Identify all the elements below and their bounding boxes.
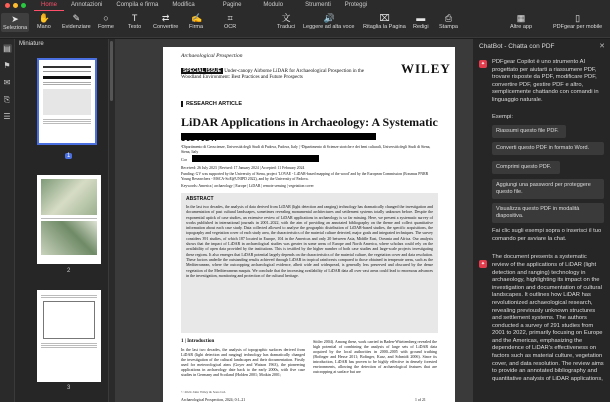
hand-tool-button[interactable]: ✋ Mano [37,13,51,30]
speaker-icon: 🔊 [323,13,335,23]
intro-left-column: In the last two decades, the analysis of topographic surfaces derived from LiDAR (light detection and ranging) technology has dramatically changed the investigation of the cultural landscapes and their documentation. Firstly used for meteorological aims (Goyer and Watson 1963), the pioneering applications in archaeology date back to the early 2000s, with five case studies in Germany and Scotland (Holden 2001; Motkin 2001; [181,347,305,377]
convert-icon: ⇄ [161,13,170,23]
abstract-box [181,193,438,333]
highlighter-icon: ✎ [72,13,81,23]
tab-modulo[interactable]: Modulo [263,2,284,8]
redacted-authors [181,133,376,140]
attachment-icon[interactable]: ⎘ [3,95,11,104]
toolbar [0,11,610,38]
tab-pagine[interactable]: Pagine [222,2,242,8]
document-viewer [115,39,472,402]
copilot-avatar: ✦ [480,61,486,67]
pdf-page [163,47,455,402]
article-type: RESEARCH ARTICLE [181,101,242,107]
chat-title: ChatBot - Chatta con PDF [479,43,555,50]
abstract-text: In the last two decades, the analysis of data derived from LiDAR (light detection and ranging) technology has dramatically changed the investigation and documentation of past cultural landscapes, sometimes revealing monumental architectures and settlement systems totally unknown before. Despite the exponential uptick of case studies, an extensive review of LiDAR applications in archaeology is so far missing. Here, we present a systematic survey of works published in international journals in 2001–2022, with the aim of providing an annotated bibliography on the theme and collect quantitative information about each case study. Data collected allowed to analyse the geographic distribution of LiDAR-based studies, the specific acquisitions, the topography and vegetation cover of each study area, the characteristics of the material culture detected, major goals and integrated techniques. The survey considers 391 studies, of which 187 located in Europe, 104 in the Americas and only 20 between Asia, Middle East, Oceania and Africa. Our analysis shows that the impact of LiDAR in archaeological studies was greater in some areas of Europe and North America, where scholars could rely on the availability of open data provided by the institutions. This is testified by the higher number of both case studies and large-scale projects investigating these regions. It also emerges that LiDAR potential largely depends on the characteristics of the material culture, the vegetation cover and data resolution. These factors underlie the outstanding results achieved through LiDAR in tropical rainforests compared to those obtained in temperate areas, such as the Mediterranean, where the outcropping archaeological evidence, albeit wide and widespread, is generally less preserved and obscured by the dense vegetation of the Mediterranean maquis. We conclude that the increasing availability of LiDAR data all over vast areas could lead to enormous advances in the investigation, monitoring and protection of the cultural heritage. [186,204,433,278]
redact-icon: ▬ [416,13,426,23]
tab-modifica[interactable]: Modifica [172,2,195,8]
correspondence: Cor [181,157,187,162]
example-password[interactable]: Aggiungi una password per proteggere questo file. [492,179,604,199]
layers-icon[interactable]: ☰ [3,112,11,121]
tab-proteggi[interactable]: Proteggi [344,2,368,8]
funding-note: Funding: GV was supported by the University of Siena, project 'LOVAE - LiDAR-based mapping of the wood' and by the European Commission (Erasmus PNRR Young Researchers - MSCA-SoE@UNIPD 2022), and by the University of Padova. [181,172,429,181]
chat-reply: The document presents a systematic review of the applications of LiDAR (light detection and ranging) technology in archaeology, highlighting its impact on the investigation and documentation of cultural landscapes. It outlines how LiDAR has revolutionized archaeological research, revealing previously unknown structures and settlement systems. The authors conducted a survey of 291 studies from 2001 to 2022, primarily focusing on Europe and the Americas, emphasizing the dependence of LiDAR's effectiveness on factors such as material culture, vegetation cover, and data resolution. The review aims to provide an annotated bibliography and quantitative analysis of LiDAR applications, [492,254,604,382]
thumbnails-title: Miniature [19,41,44,47]
printer-icon: ⎙ [444,13,453,23]
more-apps-button[interactable]: ▦ Altre app [510,13,533,30]
comments-icon[interactable]: ✉ [3,78,11,87]
text-tool-button[interactable]: T Testo [128,13,142,30]
examples-label: Esempi: [492,113,513,120]
affiliations: ¹Dipartimento di Geoscienze, Università degli Studi di Padova, Padova, Italy | ²Dipartimento di Scienze storiche e dei beni culturali, Università degli Studi di Siena, Siena, Italy [181,145,431,154]
thumbnails-panel-icon[interactable]: ▤ [3,44,11,53]
minimize-window-button[interactable] [13,3,18,8]
crop-page-button[interactable]: ⌧ Ritaglia la Pagina [363,13,406,30]
special-issue-badge: SPECIAL ISSUE [183,68,221,74]
tab-home[interactable]: Home [34,0,64,11]
copyright-footer: © 2024 John Wiley & Sons Ltd. [181,390,227,394]
ocr-icon: ⌗ [227,13,233,23]
redacted-correspondence [192,155,319,162]
thumbnails-panel [15,39,109,402]
print-button[interactable]: ⎙ Stampa [439,13,458,30]
tab-strumenti[interactable]: Strumenti [305,2,331,8]
page-number-2: 2 [67,268,71,274]
example-summarize[interactable]: Riassumi questo file PDF. [492,125,566,138]
intro-right-column: Sittler 2004). Among these, work carried in Baden-Württemberg revealed the high potential of combining the analysis of large sets of LiDAR data acquired by the local authorities in 2000–2005 with ground truthing (Bofinger and Hesse 2011; Bofinger, Kurz, and Schmidt 2006). Since its introduction, LiDAR has proven to be highly effective in densely forested environments, allowing the detection of archaeological features that are outcropping at surface but are [313,339,437,374]
example-compress[interactable]: Comprimi questo PDF. [492,161,560,174]
mobile-icon: ▯ [575,13,581,23]
abstract-title: ABSTRACT [186,196,214,202]
text-icon: T [131,13,138,23]
chat-intro: PDFgear Copilot è uno strumento AI progettato per aiutarti a riassumere PDF, trovare risposte da PDF, modificare PDF, convertire PDF, gestire PDF e altro, semplicemente chattando con comandi in linguaggio naturale. [492,59,599,103]
example-convert-word[interactable]: Converti questo PDF in formato Word. [492,142,604,155]
window-controls [5,3,26,8]
sign-button[interactable]: ✍ Firma [189,13,204,30]
grid-icon: ▦ [516,13,526,23]
keywords: Keywords: America | archaeology | Europe | LiDAR | remote sensing | vegetation cover [181,184,314,188]
page-number-1: 1 [67,153,71,159]
footer-page: 1 of 21 [415,398,426,402]
convert-button[interactable]: ⇄ Convertire [153,13,179,30]
tab-compila-e-firma[interactable]: Compila e firma [116,2,159,8]
read-aloud-button[interactable]: 🔊 Leggere ad alta voce [303,13,355,30]
left-rail [0,39,15,402]
translate-button[interactable]: 文 Traduci [277,13,296,30]
journal-name: Archaeological Prospection [181,53,243,59]
translate-icon: 文 [281,13,291,23]
ocr-button[interactable]: ⌗ OCR [224,13,237,30]
highlight-tool-button[interactable]: ✎ Evidenziare [62,13,91,30]
maximize-window-button[interactable] [21,3,26,8]
close-chat-icon[interactable]: ✕ [599,43,605,50]
close-window-button[interactable] [5,3,10,8]
example-slideshow[interactable]: Visualizza questo PDF in modalità diapositiva. [492,203,604,223]
bookmark-icon[interactable]: ⚑ [3,61,11,70]
crop-icon: ⌧ [379,13,390,23]
page-thumbnail-2[interactable] [37,175,101,264]
shapes-icon: ○ [103,13,109,23]
shapes-tool-button[interactable]: ○ Forme [98,13,114,30]
select-tool-button[interactable]: ➤ Seleziona [3,14,28,31]
menu-bar [0,0,610,11]
tab-annotazioni[interactable]: Annotazioni [71,2,103,8]
chatbot-panel [472,39,610,402]
signature-icon: ✍ [191,13,203,23]
special-issue-line: SPECIAL ISSUE Under-canopy Airborne LiDAR for Archaeological Prospection in the Woodland Environment: Best Practices and Future Prospects [181,68,364,80]
paper-title: LiDAR Applications in Archaeology: A Systematic [181,115,438,129]
page-thumbnail-1[interactable] [37,58,97,145]
chat-hint: Fai clic sugli esempi sopra o inserisci il tuo comando per avviare la chat. [492,228,602,242]
cursor-icon: ➤ [11,14,19,24]
scrollbar-thumb[interactable] [110,41,113,101]
received-dates: Received: 26 July 2023 | Revised: 17 January 2024 | Accepted: 11 February 2024 [181,166,305,170]
hand-icon: ✋ [38,13,51,23]
copilot-avatar-reply: ✦ [480,261,486,267]
page-thumbnail-3[interactable] [37,290,101,382]
section-heading: 1 | Introduction [181,339,215,344]
page-number-3: 3 [67,385,71,391]
footer-journal: Archaeological Prospection, 2024; 0:1–21 [181,398,246,402]
pdfgear-mobile-button[interactable]: ▯ PDFgear per mobile [553,13,603,30]
publisher-logo: WILEY [401,61,451,76]
redact-button[interactable]: ▬ Redigi [413,13,429,30]
